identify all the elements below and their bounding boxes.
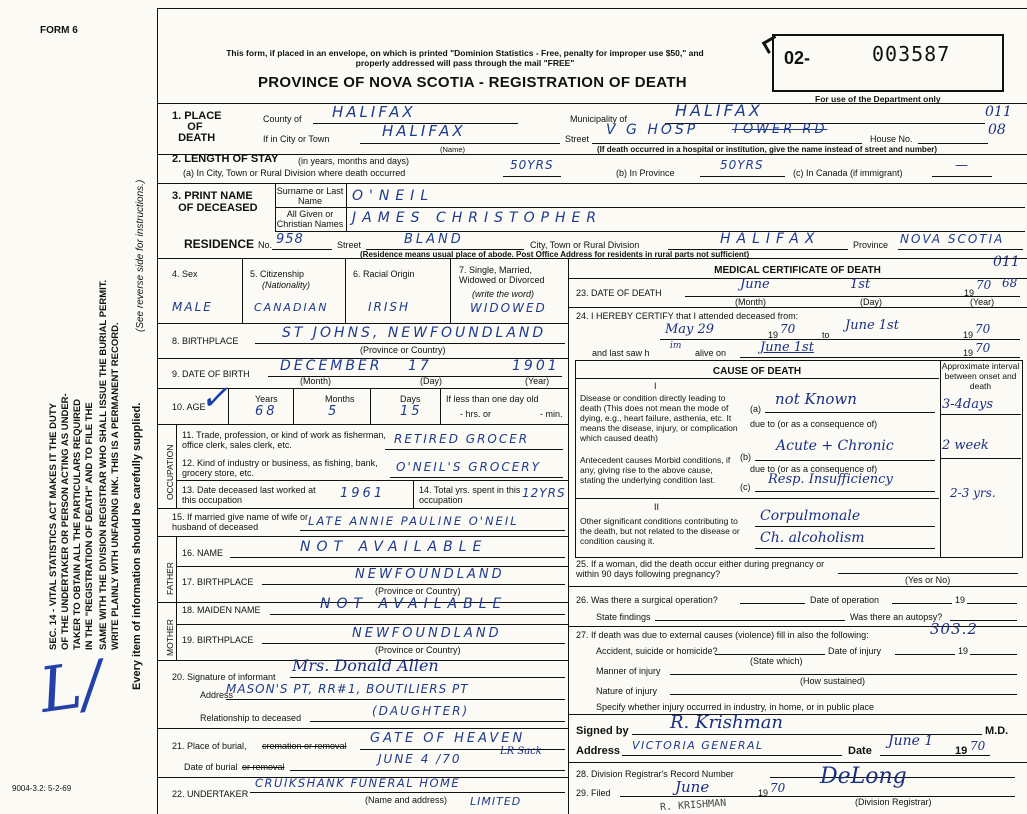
total-years-value: 12YRS bbox=[522, 486, 566, 500]
registrar-signature: DeLong bbox=[820, 764, 907, 789]
cause-b: Acute + Chronic bbox=[776, 438, 894, 454]
other-condition-2: Ch. alcoholism bbox=[760, 530, 865, 546]
reg-number: 003587 bbox=[872, 42, 951, 66]
death-day: 1st bbox=[850, 277, 871, 292]
dob-month: DECEMBER bbox=[280, 358, 383, 374]
county-label: County of bbox=[263, 114, 302, 124]
burial-place-value: GATE OF HEAVEN bbox=[370, 731, 526, 746]
physician-address: VICTORIA GENERAL bbox=[632, 739, 764, 752]
municipality-value: HALIFAX bbox=[675, 101, 763, 120]
s3-label: 3. PRINT NAME OF DECEASED bbox=[172, 190, 258, 214]
cause-c: Resp. Insufficiency bbox=[768, 472, 893, 487]
residence-no: 958 bbox=[276, 232, 304, 247]
death-code: 68 bbox=[1002, 276, 1018, 290]
informant-signature: Mrs. Donald Allen bbox=[292, 656, 439, 675]
city-label: If in City or Town bbox=[263, 134, 330, 144]
physician-name-stamp: R. KRISHMAN bbox=[659, 797, 727, 814]
dept-code-3: 011 bbox=[993, 254, 1020, 270]
s1-label: 1. PLACE OF DEATH bbox=[172, 110, 222, 144]
informant-address: MASON'S PT, RR#1, BOUTILIERS PT bbox=[226, 682, 469, 696]
last-worked-value: 1961 bbox=[340, 486, 386, 501]
residence-city: HALIFAX bbox=[720, 231, 821, 247]
margin-every-item: Every item of information should be carefully supplied. bbox=[131, 402, 143, 690]
margin-initials: L/ bbox=[35, 646, 107, 727]
surname-value: O'NEIL bbox=[352, 188, 435, 204]
sex-value: MALE bbox=[172, 300, 213, 314]
age-months: 5 bbox=[328, 404, 340, 419]
margin-line-3: TAKER TO OBTAIN ALL THE PARTICULARS REQUIRED bbox=[72, 398, 83, 650]
death-year: 70 bbox=[976, 278, 992, 292]
margin-line-5: SAME WITH THE DIVISION REGISTRAR WHO SHALL ISSUE THE BURIAL PERMIT. bbox=[98, 279, 109, 650]
age-checkmark: ✓ bbox=[200, 378, 229, 418]
spouse-value: LATE ANNIE PAULINE O'NEIL bbox=[308, 514, 519, 528]
burial-date-note: LR Sack bbox=[500, 746, 542, 757]
mail-notice: This form, if placed in an envelope, on which is printed "Dominion Statistics - Free, penalty for improper use $50," and properly addressed will pass through the mail "FREE" bbox=[226, 48, 704, 68]
relationship-value: (DAUGHTER) bbox=[372, 704, 470, 718]
attended-to: June 1st bbox=[845, 318, 899, 333]
racial-origin-value: IRISH bbox=[368, 300, 411, 314]
medical-title: MEDICAL CERTIFICATE OF DEATH bbox=[714, 265, 881, 276]
municipality-label: Municipality of bbox=[570, 114, 628, 124]
father-birthplace-value: NEWFOUNDLAND bbox=[355, 567, 505, 582]
city-value: HALIFAX bbox=[382, 122, 466, 140]
margin-line-2: OF THE UNDERTAKER OR PERSON ACTING AS UNDER- bbox=[60, 393, 71, 650]
street-value: V G HOSP bbox=[606, 122, 699, 138]
form-title: PROVINCE OF NOVA SCOTIA - REGISTRATION OF DEATH bbox=[258, 74, 687, 91]
citizenship-value: CANADIAN bbox=[254, 301, 329, 314]
street-struck: TOWER RD bbox=[732, 122, 828, 137]
marital-status-value: WIDOWED bbox=[470, 301, 547, 315]
age-days: 15 bbox=[400, 404, 423, 419]
county-value: HALIFAX bbox=[332, 103, 416, 121]
margin-reverse-note: (See reverse side for instructions.) bbox=[135, 179, 146, 332]
other-condition-1: Corpulmonale bbox=[760, 508, 861, 524]
cause-a: not Known bbox=[775, 390, 857, 408]
attended-from: May 29 bbox=[665, 322, 715, 337]
dept-use-label: For use of the Department only bbox=[815, 94, 941, 104]
filed-date: June bbox=[675, 778, 710, 796]
stay-city: 50YRS bbox=[510, 158, 554, 172]
mother-name-value: NOT AVAILABLE bbox=[320, 596, 508, 612]
death-registration-form: FORM 6 This form, if placed in an envelope, on which is printed "Dominion Statistics - Free, penalty for improper use $50," and properly addressed will pass through the mail "FREE" PROVINCE OF NOVA SCOTIA - REGISTRATION OF DEATH 02- 003587 For use of the Department only 011 08 011 SEC. 14 - VITAL STATISTICS ACT MAKES IT THE DUTY OF THE UNDERTAKER OR PERSON ACTING AS UNDER- TAKER TO OBTAIN ALL THE PARTICULARS REQUIRED IN THE "REGISTRATION OF DEATH" AND TO FILE THE SAME WITH THE DIVISION REGISTRAR WHO SHALL ISSUE THE BURIAL PERMIT. WRITE PLAINLY WITH UNFADING INK. THIS IS A PERMANENT RECORD. Every item of information should be carefully supplied. (See reverse side for instructions.) L/ 9004-3.2: 5-2-69 1. PLACE OF DEATH County of HALIFAX Municipality of HALIFAX If in City or Town HALIFAX (Name) Street V G HOSP TOWER RD House No. (If death occurred in a hospital or institution, give the name instead of street and number) 2. LENGTH OF STAY (in years, months and days) (a) In City, Town or Rural Division where death occurred 50YRS (b) In Province 50YRS (c) In Canada (if immigrant) — 3. PRINT NAME OF DECEASED Surname or Last Name All Given or Christian Names O'NEIL JAMES CHRISTOPHER RESIDENCE No. 958 Street BLAND City, Town or Rural Division HALIFAX Province NOVA SCOTIA (Residence means usual place of abode. Post Office Address for residents in rural parts not sufficient) 4. Sex MALE 5. Citizenship (Nationality) CANADIAN 6. Racial Origin IRISH 7. Single, Married, Widowed or Divorced (write the word) WIDOWED 8. BIRTHPLACE ST JOHNS, NEWFOUNDLAND (Province or Country) 9. DATE OF BIRTH DECEMBER 17 1901 (Month) (Day) (Year) 10. AGE ✓ Years 68 Months 5 Days 15 If less than one day old - hrs. or - min. OCCUPATION 11. Trade, profession, or kind of work as fisherman, office clerk, sales clerk, etc. RETIRED GROCER 12. Kind of industry or business, as fishing, bank, grocery store, etc. O'NEIL'S GROCERY 13. Date deceased last worked at this occupation 1961 14. Total yrs. spent in this occupation 12YRS 15. If married give name of wife or husband of deceased LATE ANNIE PAULINE O'NEIL FATHER 16. NAME NOT AVAILABLE 17. BIRTHPLACE NEWFOUNDLAND (Province or Country) MOTHER 18. MAIDEN NAME NOT AVAILABLE 19. BIRTHPLACE NEWFOUNDLAND (Province or Country) 20. Signature of informant Mrs. Donald Allen Address MASON'S PT, RR#1, BOUTILIERS PT Relationship to deceased (DAUGHTER) 21. Place of burial, cremation or removal GATE OF HEAVEN Date of burial or removal JUNE 4 /70 LR Sack 22. UNDERTAKER CRUIKSHANK FUNERAL HOME (Name and address) LIMITED MEDICAL CERTIFICATE OF DEATH 23. DATE OF DEATH June 1st 19 70 68 (Month) (Day) (Year) 24. I HEREBY CERTIFY that I attended deceased from: May 29 19 70 to June 1st 19 70 and last saw h im alive on June 1st 19 70 CAUSE OF DEATH Approximate interval between onset and death I Disease or condition directly leading to death (This does not mean the mode of dying, e.g., heart failure, asthenia, etc. It means the disease, injury, or complication which caused death) (a) not Known 3-4days due to (or as a consequence of) Antecedent causes Morbid conditions, if any, giving rise to the above cause, stating the underlying condition last. (b) Acute + Chronic 2 week due to (or as a consequence of) (c) Resp. Insufficiency 2-3 yrs. II Other significant conditions contributing to the death, but not related to the disease or condition causing it. Corpulmonale Ch. alcoholism 25. If a woman, did the death occur either during pregnancy or within 90 days following pregnancy? (Yes or No) 26. Was there a surgical operation? Date of operation 19 State findings Was there an autopsy? 27. If death was due to external causes (violence) fill in also the following: 303.2 Accident, suicide or homicide? Date of injury 19 (State which) Manner of injury (How sustained) Nature of injury Specify whether injury occurred in industry, in home, or in public place Signed by R. Krishman M.D. Address VICTORIA GENERAL Date June 1 19 70 28. Division Registrar's Record Number 29. Filed June 19 70 DeLong (Division Registrar) R. KRISHMAN bbox=[0, 0, 1027, 814]
interval-a: 3-4days bbox=[942, 397, 994, 412]
residence-province: NOVA SCOTIA bbox=[900, 232, 1005, 246]
occupation-value: RETIRED GROCER bbox=[394, 432, 530, 446]
margin-line-4: IN THE "REGISTRATION OF DEATH" AND TO FILE THE bbox=[84, 402, 95, 650]
last-seen-date: June 1st bbox=[760, 340, 814, 355]
interval-c: 2-3 yrs. bbox=[950, 486, 996, 500]
print-code: 9004-3.2: 5-2-69 bbox=[12, 784, 72, 793]
birthplace-value: ST JOHNS, NEWFOUNDLAND bbox=[282, 325, 547, 341]
burial-date-value: JUNE 4 /70 bbox=[378, 752, 462, 766]
margin-line-6: WRITE PLAINLY WITH UNFADING INK. THIS IS A PERMANENT RECORD. bbox=[110, 322, 121, 650]
institution-note: (If death occurred in a hospital or institution, give the name instead of street and number) bbox=[597, 145, 938, 154]
physician-signature: R. Krishman bbox=[670, 712, 784, 733]
age-years: 68 bbox=[255, 404, 278, 419]
dept-code-2: 08 bbox=[988, 122, 1006, 138]
stay-province: 50YRS bbox=[720, 158, 764, 172]
signed-date: June 1 bbox=[888, 733, 934, 749]
interval-b: 2 week bbox=[942, 438, 989, 453]
residence-street: BLAND bbox=[404, 232, 464, 247]
dob-day: 17 bbox=[408, 358, 432, 374]
dept-code-1: 011 bbox=[985, 104, 1012, 120]
form-number: FORM 6 bbox=[40, 25, 78, 36]
mother-birthplace-value: NEWFOUNDLAND bbox=[352, 626, 502, 641]
father-name-value: NOT AVAILABLE bbox=[300, 539, 488, 555]
death-month: June bbox=[740, 277, 770, 292]
stay-canada: — bbox=[955, 158, 968, 173]
reg-prefix: 02- bbox=[784, 48, 811, 68]
industry-value: O'NEIL'S GROCERY bbox=[396, 460, 541, 474]
external-cause-code: 303.2 bbox=[930, 620, 978, 638]
dob-year: 1901 bbox=[512, 358, 560, 374]
street-label: Street bbox=[565, 134, 590, 144]
undertaker-value: CRUIKSHANK FUNERAL HOME bbox=[255, 776, 461, 790]
margin-line-1: SEC. 14 - VITAL STATISTICS ACT MAKES IT THE DUTY bbox=[48, 402, 59, 650]
given-value: JAMES CHRISTOPHER bbox=[352, 210, 603, 226]
